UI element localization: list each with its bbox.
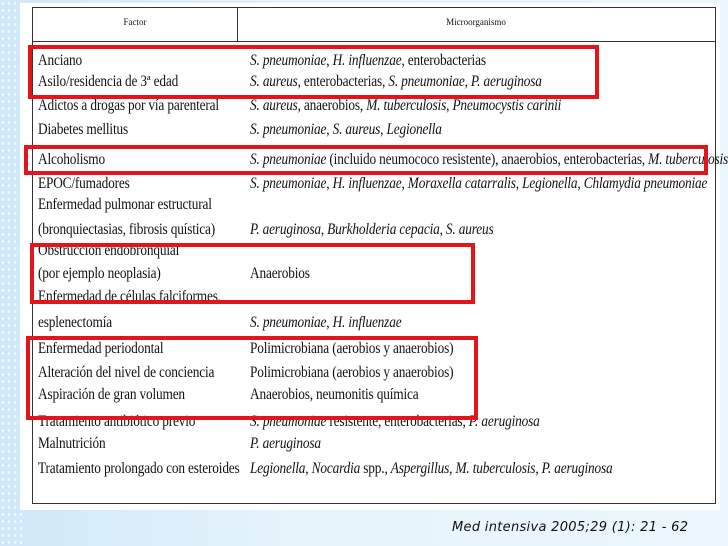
table-cell-factor: Adictos a drogas por vía parenteral bbox=[38, 97, 219, 114]
table-header-row bbox=[33, 8, 715, 42]
highlight-box-alcoholism bbox=[24, 145, 708, 175]
header-microorganismo: Microorganismo bbox=[446, 17, 506, 27]
table-cell-microorganismo: S. pneumoniae, H. influenzae, Moraxella catarralis, Legionella, Chlamydia pneumoniae bbox=[250, 175, 708, 192]
table-cell-microorganismo: S. aureus, enterobacterias, S. pneumoniae, P. aeruginosa bbox=[250, 73, 542, 90]
table-cell-factor: Tratamiento antibiótico previo bbox=[38, 413, 196, 430]
table-cell-factor: (bronquiectasias, fibrosis quística) bbox=[38, 221, 216, 238]
table-cell-microorganismo: P. aeruginosa, Burkholderia cepacia, S. aureus bbox=[250, 221, 494, 238]
table-cell-microorganismo: Polimicrobiana (aerobios y anaerobios) bbox=[250, 340, 454, 357]
table-cell-factor: Aspiración de gran volumen bbox=[38, 386, 185, 403]
header-factor: Factor bbox=[123, 17, 147, 27]
citation: Med intensiva 2005;29 (1): 21 - 62 bbox=[452, 520, 689, 535]
table-cell-factor: Enfermedad periodontal bbox=[38, 340, 164, 357]
table-cell-factor: Anciano bbox=[38, 52, 82, 69]
table-cell-factor: Alteración del nivel de conciencia bbox=[38, 364, 215, 381]
table-cell-factor: Diabetes mellitus bbox=[38, 121, 129, 138]
table-cell-factor: Asilo/residencia de 3ª edad bbox=[38, 73, 179, 90]
table-cell-microorganismo: P. aeruginosa bbox=[250, 435, 321, 452]
table-cell-microorganismo: Anaerobios, neumonitis química bbox=[250, 386, 419, 403]
table-cell-factor: Enfermedad pulmonar estructural bbox=[38, 196, 212, 213]
highlight-box-obstruction bbox=[30, 243, 475, 304]
table-cell-microorganismo: Legionella, Nocardia spp., Aspergillus, M. tuberculosis, P. aeruginosa bbox=[250, 460, 613, 477]
highlight-box-elderly bbox=[28, 45, 599, 99]
table-cell-microorganismo: S. pneumoniae (incluido neumococo resistente), anaerobios, enterobacterias, M. tuberculosis bbox=[250, 151, 728, 168]
table-cell-microorganismo: S. aureus, anaerobios, M. tuberculosis, Pneumocystis carinii bbox=[250, 97, 562, 114]
table-cell-factor: (por ejemplo neoplasia) bbox=[38, 265, 161, 282]
table-cell-microorganismo: S. pneumoniae resistente, enterobacterias, P. aeruginosa bbox=[250, 413, 540, 430]
table-cell-microorganismo: S. pneumoniae, H. influenzae bbox=[250, 314, 402, 331]
table-cell-factor: EPOC/fumadores bbox=[38, 175, 130, 192]
table-cell-microorganismo: S. pneumoniae, S. aureus, Legionella bbox=[250, 121, 442, 138]
table-cell-factor: Alcoholismo bbox=[38, 151, 105, 168]
table-cell-microorganismo: S. pneumoniae, H. influenzae, enterobacterias bbox=[250, 52, 486, 69]
highlight-box-aspiration bbox=[26, 336, 478, 420]
table-cell-factor: Obstrucción endobronquial bbox=[38, 242, 180, 259]
table-cell-factor: Enfermedad de células falciformes, bbox=[38, 288, 221, 305]
table-cell-factor: esplenectomía bbox=[38, 314, 113, 331]
table-cell-factor: Tratamiento prolongado con esteroides bbox=[38, 460, 240, 477]
table-cell-microorganismo: Anaerobios bbox=[250, 265, 310, 282]
table-cell-factor: Malnutrición bbox=[38, 435, 106, 452]
table-cell-microorganismo: Polimicrobiana (aerobios y anaerobios) bbox=[250, 364, 454, 381]
